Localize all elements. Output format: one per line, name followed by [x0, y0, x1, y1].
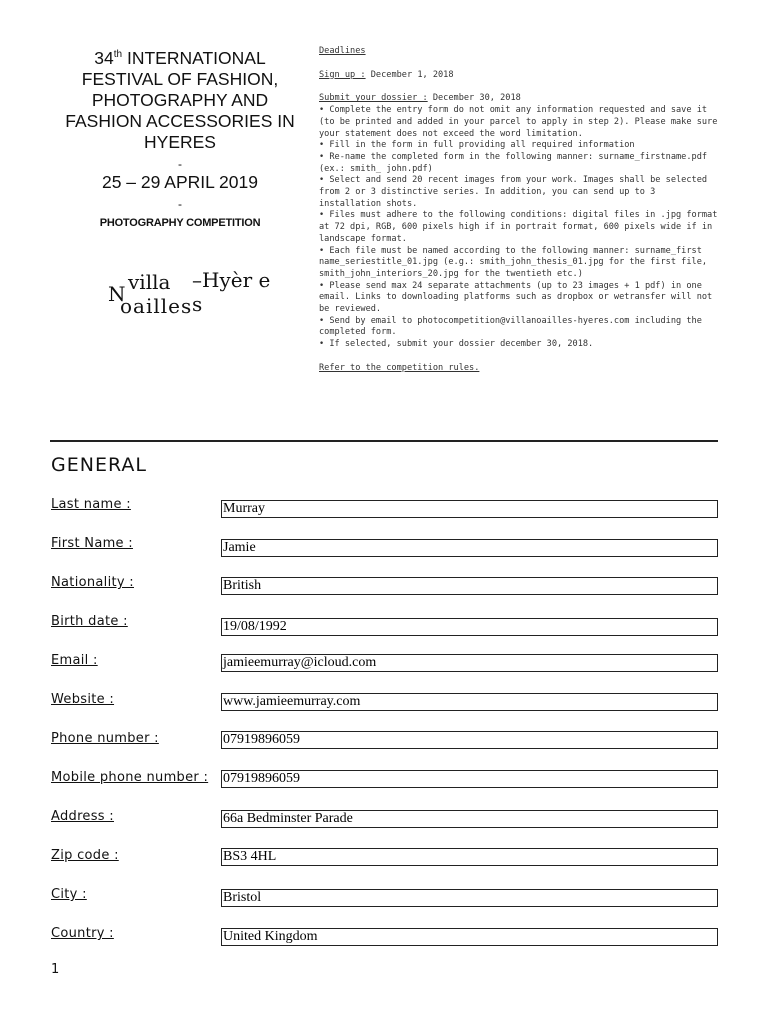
- title-line-1: INTERNATIONAL: [122, 47, 266, 68]
- last-name-label: Last name :: [51, 497, 131, 512]
- form-row-address: [51, 809, 719, 833]
- deadlines-heading: Deadlines: [319, 46, 366, 56]
- title-line-5: HYERES: [144, 131, 216, 152]
- email-field[interactable]: jamieemurray@icloud.com: [221, 654, 718, 672]
- competition-title: PHOTOGRAPHY COMPETITION: [99, 216, 261, 229]
- deadlines-section: [319, 46, 719, 375]
- deadline-bullet: • Re-name the completed form in the following manner: surname_firstname.pdf (ex.: smith_ john.pdf): [319, 151, 708, 174]
- form-row-zip: [51, 848, 719, 872]
- country-field[interactable]: United Kingdom: [221, 928, 718, 946]
- festival-title: [40, 44, 320, 153]
- form-row-website: [51, 692, 719, 716]
- form-row-country: [51, 926, 719, 950]
- villa-noailles-logo: [108, 268, 278, 318]
- deadline-bullet: • If selected, submit your dossier december 30, 2018.: [319, 339, 594, 350]
- form-row-email: [51, 653, 719, 677]
- deadline-bullet: • Send by email to photocompetition@villanoailles-hyeres.com including the completed form.: [319, 315, 702, 338]
- first-name-label: First Name :: [51, 536, 133, 551]
- edition-suffix: th: [113, 49, 123, 60]
- deadline-bullet: • Select and send 20 recent images from your work. Images shall be selected from 2 or 3 distinctive series. In addition, you can send up to 3 installation shots.: [319, 175, 708, 209]
- email-label: Email :: [51, 653, 98, 668]
- website-field[interactable]: www.jamieemurray.com: [221, 693, 718, 711]
- page-number: 1: [51, 962, 60, 977]
- phone-number-label: Phone number :: [51, 731, 159, 746]
- zip-code-field[interactable]: BS3 4HL: [221, 848, 718, 866]
- edition-number: 34: [94, 47, 114, 68]
- general-section-title: GENERAL: [51, 454, 147, 476]
- submit-label: Submit your dossier :: [319, 93, 428, 104]
- city-field[interactable]: Bristol: [221, 889, 718, 907]
- title-line-3: PHOTOGRAPHY AND: [91, 89, 269, 110]
- country-label: Country :: [51, 926, 114, 941]
- form-row-mobile: [51, 770, 719, 794]
- address-label: Address :: [51, 809, 114, 824]
- form-row-city: [51, 887, 719, 911]
- separator-dash: -: [178, 156, 182, 171]
- birth-date-label: Birth date :: [51, 614, 128, 629]
- city-label: City :: [51, 887, 87, 902]
- festival-header: [40, 44, 320, 229]
- signup-label: Sign up :: [319, 69, 366, 80]
- mobile-phone-label: Mobile phone number :: [51, 770, 209, 785]
- section-divider: [50, 440, 718, 442]
- birth-date-field[interactable]: 19/08/1992: [221, 618, 718, 636]
- separator-dash: -: [178, 196, 182, 211]
- deadline-bullet: • Complete the entry form do not omit any information requested and save it (to be printed and added in your parcel to apply in step 2). Please make sure your statement does not exceed the word limitation.: [319, 105, 718, 139]
- website-label: Website :: [51, 692, 115, 707]
- mobile-phone-field[interactable]: 07919896059: [221, 770, 718, 788]
- deadline-bullet: • Each file must be named according to the following manner: surname_first name_seriestitle_01.jpg (e.g.: smith_john_thesis_01.jpg for the first file, smith_john_interiors_20.jpg for the twentieth etc.): [319, 245, 708, 279]
- zip-code-label: Zip code :: [51, 848, 119, 863]
- address-field[interactable]: 66a Bedminster Parade: [221, 810, 718, 828]
- submit-date: December 30, 2018: [427, 93, 521, 104]
- deadline-bullet: • Files must adhere to the following conditions: digital files in .jpg format at 72 dpi, RGB, 600 pixels high if in portrait format, 600 pixels wide if in landscape format.: [319, 210, 718, 244]
- last-name-field[interactable]: Murray: [221, 500, 718, 518]
- deadline-bullet: • Fill in the form in full providing all required information: [319, 140, 635, 151]
- form-row-nationality: [51, 575, 719, 599]
- title-line-4: FASHION ACCESSORIES IN: [65, 110, 295, 131]
- form-row-last-name: [51, 497, 719, 521]
- signup-date: December 1, 2018: [365, 69, 454, 80]
- festival-dates: 25 – 29 APRIL 2019: [101, 171, 258, 192]
- logo-letter-n: N: [108, 282, 126, 306]
- form-row-first-name: [51, 536, 719, 560]
- deadline-bullet: • Please send max 24 separate attachments (up to 23 images + 1 pdf) in one email. Links to downloading platforms such as dropbox or wetransfer will not be reviewed.: [319, 280, 713, 315]
- form-row-birth-date: [51, 614, 719, 638]
- first-name-field[interactable]: Jamie: [221, 539, 718, 557]
- logo-oailles: oailles: [120, 294, 193, 318]
- form-row-phone: [51, 731, 719, 755]
- competition-rules-link[interactable]: Refer to the competition rules.: [319, 362, 480, 373]
- logo-villa: villa: [128, 270, 171, 294]
- title-line-2: FESTIVAL OF FASHION,: [81, 68, 279, 89]
- nationality-field[interactable]: British: [221, 577, 718, 595]
- nationality-label: Nationality :: [51, 575, 134, 590]
- logo-hyeres: –Hyèr e s: [192, 268, 271, 316]
- phone-number-field[interactable]: 07919896059: [221, 731, 718, 749]
